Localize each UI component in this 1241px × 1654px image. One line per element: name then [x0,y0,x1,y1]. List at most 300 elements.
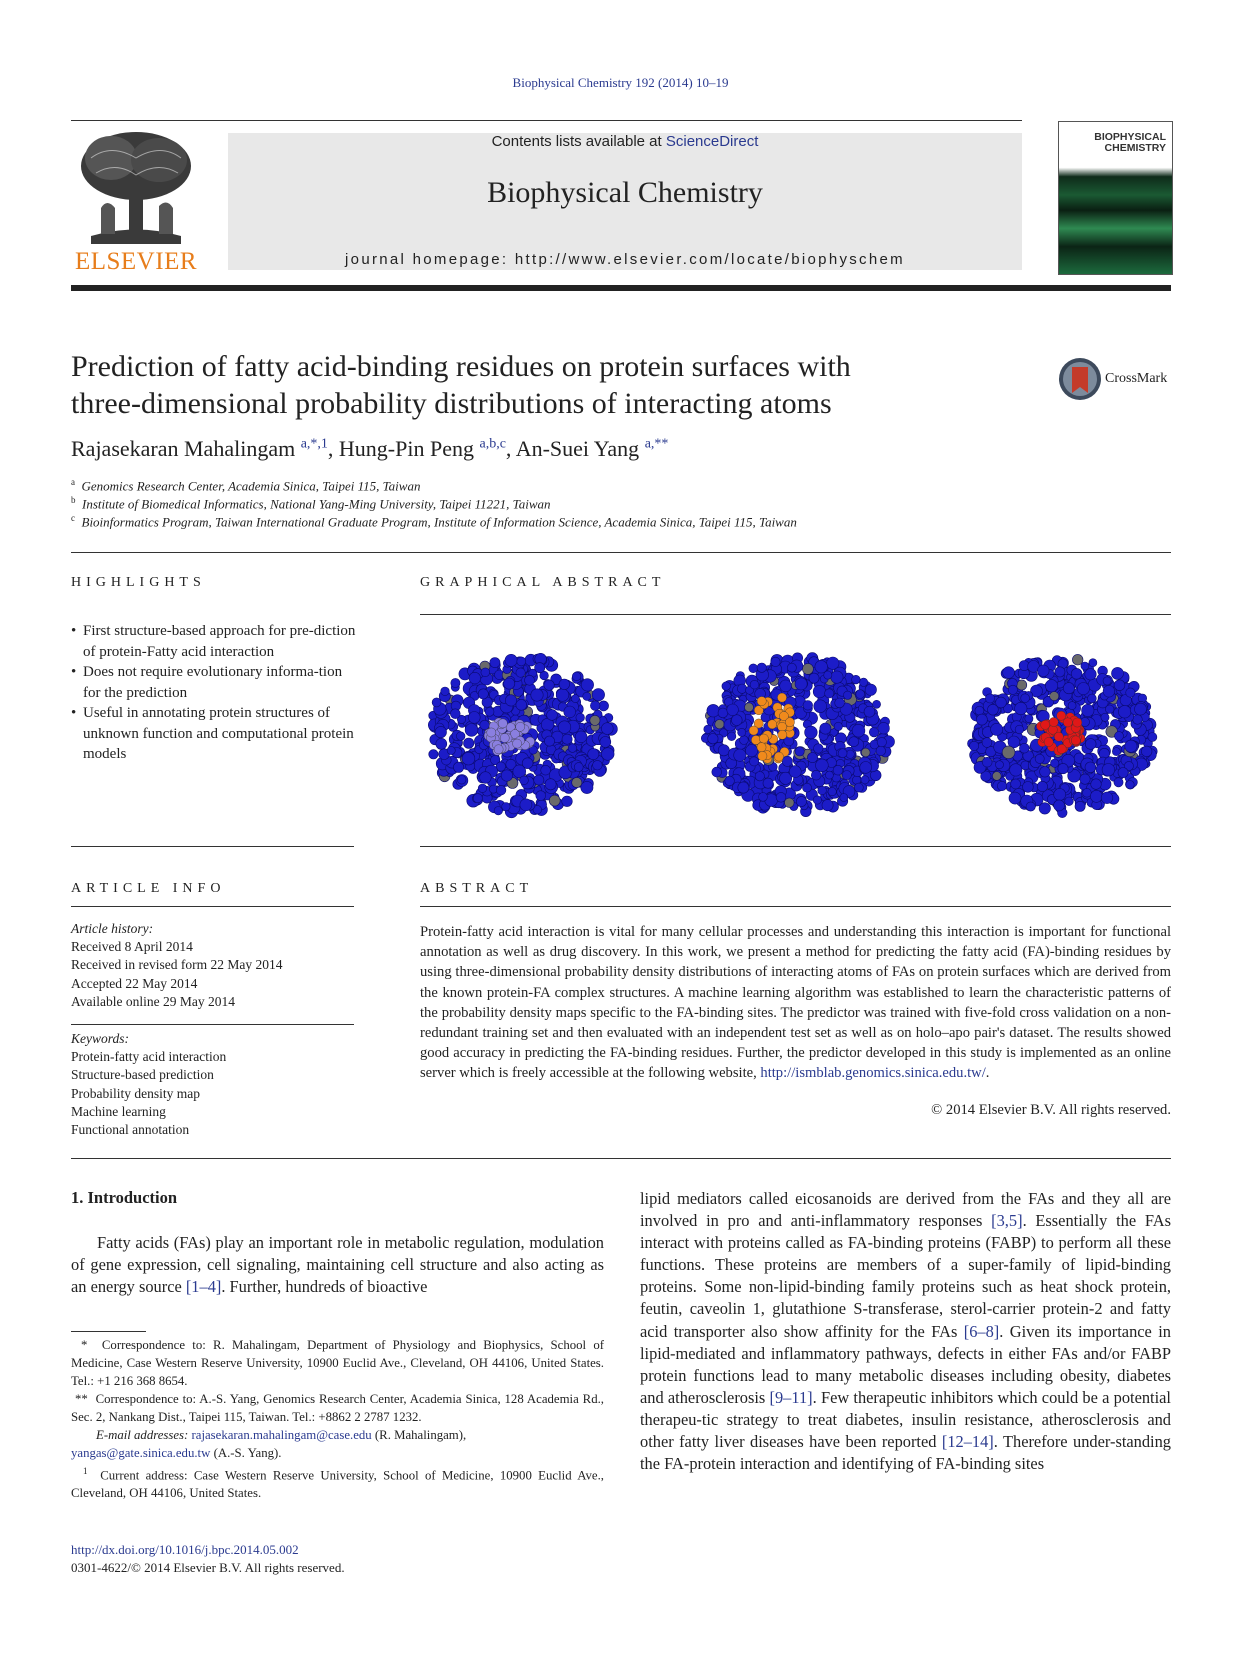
abstract-heading: ABSTRACT [420,881,534,896]
protein-atom [516,700,527,711]
protein-atom [745,703,754,712]
protein-atom [718,745,729,756]
keyword: Machine learning [71,1103,166,1119]
author-name[interactable]: Hung-Pin Peng [338,436,474,461]
protein-atom [562,796,573,807]
protein-atom [873,700,881,708]
protein-atom [1081,662,1089,670]
protein-atom [731,715,742,726]
protein-atom [1085,739,1096,750]
protein-atom [516,668,525,677]
protein-atom [864,706,875,717]
journal-name: Biophysical Chemistry [487,176,763,209]
protein-structure-image-1[interactable] [418,645,623,825]
protein-atom [451,678,460,687]
protein-atom [575,731,587,743]
protein-atom [1015,725,1024,734]
protein-atom [505,654,517,666]
article-info-rule [71,906,354,907]
protein-atom [436,738,447,749]
protein-atom [531,689,543,701]
protein-atom [727,704,739,716]
protein-atom [750,680,759,689]
protein-atom [1088,694,1097,703]
protein-atom [822,800,833,811]
highlight-item: • Useful in annotating protein structures of unknown function and computational protein models [71,703,361,765]
protein-atom [536,791,546,801]
protein-atom [453,762,463,772]
binding-site-atom [498,719,507,728]
protein-atom [828,787,836,795]
protein-atom [996,697,1007,708]
protein-atom [544,736,554,746]
protein-atom [982,757,992,767]
protein-atom [462,752,475,765]
binding-site-atom [1041,720,1050,729]
protein-atom [1023,782,1034,793]
header-top-rule [71,120,1022,121]
keyword: Protein-fatty acid interaction [71,1049,227,1065]
protein-atom [796,796,806,806]
affiliation: $^c$ Bioinformatics Program, Taiwan International Graduate Program, Institute of Information Science, Academia Sinica, Taipei 115, Taiwan [71,513,797,530]
protein-atom [571,695,579,703]
protein-atom [985,694,994,703]
protein-atom [876,746,886,756]
protein-atom [601,723,613,735]
author-affil-marks[interactable]: a,b,c [479,436,506,452]
protein-atom [861,776,869,784]
protein-atom [805,726,818,739]
protein-atom [1021,694,1030,703]
protein-atom [501,770,512,781]
protein-atom [755,772,764,781]
protein-atom [852,675,861,684]
header-thick-rule [71,285,1171,291]
section-divider [71,1158,1171,1159]
protein-atom [1148,733,1157,742]
protein-atom [738,782,749,793]
graphical-abstract-heading: GRAPHICAL ABSTRACT [420,575,666,590]
protein-atom [592,689,604,701]
protein-atom [1089,659,1097,667]
protein-atom [520,776,529,785]
protein-atom [860,762,872,774]
highlights-bottom-rule [71,846,354,847]
binding-site-atom [749,726,758,735]
protein-atom [1085,669,1096,680]
protein-atom [556,689,569,702]
protein-atom [535,663,545,673]
protein-atom [838,749,847,758]
protein-atom [1091,779,1102,790]
protein-atom [969,741,978,750]
protein-atom [1065,797,1074,806]
protein-atom [473,794,482,803]
protein-atom [1101,792,1113,804]
protein-atom [480,720,490,730]
protein-atom [708,734,718,744]
binding-site-atom [1063,718,1072,727]
binding-site-atom [1073,718,1082,727]
protein-atom [996,761,1004,769]
protein-atom [740,736,749,745]
protein-atom [722,682,731,691]
highlights-heading: HIGHLIGHTS [71,575,206,590]
protein-atom [1010,764,1022,776]
binding-site-atom [777,693,786,702]
protein-atom [840,794,848,802]
protein-atom [734,749,746,761]
protein-atom [776,792,786,802]
binding-site-atom [757,697,766,706]
protein-atom [982,738,992,748]
highlights-list [71,621,361,765]
protein-atom [789,766,801,778]
protein-atom [564,706,576,718]
protein-atom [447,746,455,754]
binding-site-atom [1071,736,1080,745]
issn-copyright: 0301-4622/© 2014 Elsevier B.V. All rights reserved. [71,1560,345,1575]
protein-atom [1058,763,1068,773]
binding-site-atom [785,718,794,727]
footnote-correspondence-1: * Correspondence to: R. Mahalingam, Department of Physiology and Biophysics, School of Medicine, Case Western Reserve University, 10900 Euclid Ave., Cleveland, OH 44106, United States. Tel.: +1 216 368 8654. [71,1338,604,1389]
protein-atom [852,724,865,737]
protein-atom [450,709,460,719]
binding-site-atom [1054,732,1063,741]
protein-atom [818,786,827,795]
protein-atom [785,798,795,808]
protein-atom [545,779,556,790]
author-name[interactable]: An-Suei Yang [515,436,640,461]
protein-atom [600,737,611,748]
protein-atom [811,770,821,780]
protein-atom [869,727,879,737]
protein-atom [1055,667,1065,677]
protein-atom [715,720,724,729]
protein-atom [534,775,544,785]
binding-site-atom [774,752,783,761]
binding-site-atom [1057,711,1066,720]
binding-site-atom [516,722,525,731]
protein-atom [803,701,813,711]
citation-link[interactable]: [12–14] [941,1432,994,1452]
elsevier-tree-icon [71,128,201,248]
footnote-correspondence-2: ** Correspondence to: A.-S. Yang, Genomics Research Center, Academia Sinica, 128 Academia Rd., Sec. 2, Nankang Dist., Taipei 115, Taiwan. Tel.: +8862 2 2787 1232. [71,1392,604,1425]
protein-atom [1082,704,1094,716]
protein-atom [814,744,824,754]
protein-atom [456,732,465,741]
protein-atom [481,668,490,677]
protein-atom [825,689,834,698]
protein-atom [727,732,736,741]
protein-atom [485,708,494,717]
author-name[interactable]: Rajasekaran Mahalingam [71,436,296,461]
binding-site-atom [758,751,767,760]
section-divider [71,552,1171,553]
protein-atom [807,753,817,763]
protein-atom [494,807,502,815]
protein-atom [435,726,446,737]
protein-atom [520,799,532,811]
journal-cover[interactable] [1058,121,1173,275]
protein-atom [991,723,1003,735]
binding-site-atom [1049,717,1058,726]
email-link[interactable]: rajasekaran.mahalingam@case.edu [191,1428,372,1442]
protein-atom [469,672,481,684]
protein-atom [795,678,807,690]
protein-atom [878,722,890,734]
protein-atom [525,675,535,685]
protein-atom [1039,803,1050,814]
protein-atom [1045,680,1057,692]
citation-link[interactable]: [6–8] [963,1321,1000,1341]
crossmark-button[interactable] [1058,355,1178,403]
protein-atom [831,671,843,683]
protein-atom [1051,759,1059,767]
protein-atom [590,715,600,725]
protein-atom [759,793,768,802]
binding-site-atom [1057,744,1066,753]
protein-atom [1125,740,1137,752]
protein-atom [504,678,515,689]
protein-atom [505,695,516,706]
protein-atom [581,679,593,691]
protein-atom [568,744,577,753]
protein-atom [1068,702,1076,710]
footnote-rule [71,1331,146,1332]
protein-atom [1112,748,1120,756]
doi-link[interactable]: http://dx.doi.org/10.1016/j.bpc.2014.05.002 [71,1542,299,1557]
protein-atom [877,737,886,746]
protein-atom [1040,767,1051,778]
article-history: Article history: Received 8 April 2014 Received in revised form 22 May 2014 Accepted 22 May 2014 Available online 29 May 2014 [71,921,283,1009]
protein-atom [544,680,554,690]
footnote-current-address: $^1$ Current address: Case Western Reserve University, School of Medicine, 10900 Euclid Ave., Cleveland, OH 44106, United States. [71,1466,604,1501]
protein-atom [1118,705,1131,718]
keyword: Structure-based prediction [71,1067,214,1083]
protein-atom [574,763,583,772]
protein-structure-image-2[interactable] [695,645,900,825]
elsevier-logo[interactable] [71,128,201,276]
protein-atom [549,795,560,806]
protein-atom [795,747,804,756]
protein-atom [976,714,987,725]
protein-atom [1003,667,1015,679]
abstract-text: Protein-fatty acid interaction is vital for many cellular processes and understanding this interaction is important for functional annotation as well as drug discovery. In this work, we present a method for predicting the fatty acid (FA)-binding residues by using three-dimensional probability density distributions of interacting atoms of FAs on protein surfaces which are derived from the known protein-FA complex structures. A machine learning algorithm was established to learn the characteristic patterns of the probability density maps specific to the FA-binding sites. The predictor was trained with five-fold cross validation on a non-redundant training set and then evaluated with an independent test set as well as on holo–apo pair's dataset. The results showed good accuracy in predicting the FA-binding residues. Further, the predictor developed in this study is implemented as an online server which is freely accessible at the following website, http://ismblab.genomics.sinica.edu.tw/. [420,924,1171,1082]
protein-atom [496,785,506,795]
protein-atom [1054,800,1065,811]
protein-atom [813,796,821,804]
protein-atom [854,783,863,792]
highlight-item: • First structure-based approach for pre-diction of protein-Fatty acid interaction [71,621,361,662]
protein-atom [1080,774,1090,784]
cover-title: BIOPHYSICAL CHEMISTRY [1094,131,1166,154]
binding-site-atom [1044,737,1053,746]
protein-atom [816,759,829,772]
author-affil-marks[interactable]: a,*,1 [300,436,328,452]
protein-atom [593,760,603,770]
protein-atom [429,750,438,759]
binding-site-atom [500,733,509,742]
author-list: Rajasekaran Mahalingam $^{a,*,1}$, Hung-Pin Peng $^{a,b,c}$, An-Suei Yang $^{a,**}$ [71,436,669,461]
graphical-abstract-rule [420,614,1171,615]
protein-atom [1105,705,1114,714]
protein-atom [1054,789,1066,801]
protein-structure-image-3[interactable] [960,645,1165,825]
author-affil-marks[interactable]: a,** [644,436,669,452]
protein-atom [833,765,843,775]
introduction-right-column: lipid mediators called eicosanoids are derived from the FAs and they all are involved in pro and anti-inflammatory responses [3,5]. Essentially the FAs interact with proteins called as FA-binding proteins (FABP) to perform all these functions. These proteins are members of a super-family of lipid-binding proteins. Some non-lipid-binding family proteins such as heat shock protein, feutin, caveolin 1, glutathione S-transferase, sterol-carrier protein-2 and fatty acid transporter also show affinity for the FAs [6–8]. Given its importance in lipid-mediated and inflammatory pathways, defects in either FAs and/or FABP protein functions lead to many metabolic diseases including obesity, diabetes and atherosclerosis [9–11]. Few therapeutic inhibitors which could be a potential therapeu-tic strategy to treat diabetes, insulin resistance, atherosclerosis and other fatty liver diseases have been reported [12–14]. Therefore under-standing the FA-protein interaction and identifying of FA-binding sites [640,1189,1171,1474]
protein-atom [842,771,851,780]
protein-atom [834,722,842,730]
protein-atom [1112,667,1124,679]
journal-reference[interactable]: Biophysical Chemistry 192 (2014) 10–19 [512,75,729,90]
footnote-emails: E-mail addresses: rajasekaran.mahalingam@case.edu (R. Mahalingam), yangas@gate.sinica.edu.tw (A.-S. Yang). [71,1428,467,1461]
protein-atom [835,698,845,708]
citation-link[interactable]: [3,5] [991,1211,1023,1231]
protein-atom [1063,683,1074,694]
protein-atom [1072,654,1083,665]
protein-atom [1075,801,1085,811]
protein-atom [843,691,851,699]
protein-atom [763,778,773,788]
protein-atom [1035,754,1044,763]
binding-site-atom [494,745,503,754]
protein-atom [590,701,600,711]
protein-atom [809,673,819,683]
protein-atom [1002,746,1015,759]
binding-site-atom [757,743,766,752]
protein-atom [771,657,780,666]
protein-atom [1103,686,1115,698]
keyword: Probability density map [71,1085,200,1101]
protein-atom [856,690,865,699]
protein-atom [1141,746,1152,757]
protein-atom [588,749,599,760]
protein-atom [572,672,581,681]
protein-atom [522,758,533,769]
contents-line: Contents lists available at ScienceDirect [491,133,759,150]
protein-atom [718,708,728,718]
highlight-item: • Does not require evolutionary informa-tion for the prediction [71,662,361,703]
protein-atom [1118,768,1128,778]
protein-atom [1008,685,1017,694]
binding-site-atom [513,739,522,748]
protein-atom [1077,683,1089,695]
protein-atom [1085,762,1096,773]
introduction-heading: 1. Introduction [71,1188,178,1207]
protein-atom [1009,792,1021,804]
protein-atom [490,658,500,668]
protein-atom [1037,781,1047,791]
email-link[interactable]: yangas@gate.sinica.edu.tw [71,1446,211,1461]
protein-atom [441,687,450,696]
protein-atom [464,738,474,748]
protein-atom [861,748,870,757]
protein-atom [581,781,593,793]
protein-atom [1126,688,1135,697]
protein-atom [707,704,720,717]
binding-site-atom [759,734,768,743]
protein-atom [737,684,746,693]
citation-link[interactable]: [1–4] [185,1277,222,1296]
protein-atom [820,723,831,734]
protein-atom [746,745,758,757]
protein-atom [559,679,570,690]
affiliation: $^b$ Institute of Biomedical Informatics, National Yang-Ming University, Taipei 11221, Taiwan [71,495,551,512]
keywords: Keywords: Protein-fatty acid interaction Structure-based prediction Probability density map Machine learning Functional annotation [71,1030,226,1139]
protein-atom [1102,764,1115,777]
protein-atom [865,684,876,695]
protein-atom [457,776,466,785]
protein-atom [802,663,813,674]
protein-atom [1101,713,1109,721]
server-url-link[interactable]: http://ismblab.genomics.sinica.edu.tw/ [760,1065,986,1082]
citation-link[interactable]: [9–11] [769,1387,813,1407]
protein-atom [547,710,558,721]
protein-atom [562,734,572,744]
protein-atom [1025,715,1033,723]
protein-atom [478,689,488,699]
graphical-abstract-bottom-rule [420,846,1171,847]
protein-atom [824,671,832,679]
keywords-rule [71,1024,354,1025]
protein-atom [1115,732,1124,741]
protein-atom [1135,703,1147,715]
journal-homepage[interactable]: journal homepage: http://www.elsevier.com/locate/biophyschem [345,251,905,268]
affiliation: $^a$ Genomics Research Center, Academia Sinica, Taipei 115, Taiwan [71,477,421,494]
protein-atom [757,663,766,672]
protein-atom [1083,788,1092,797]
protein-atom [787,663,796,672]
binding-site-atom [778,730,787,739]
keyword: Functional annotation [71,1122,190,1138]
protein-atom [432,698,441,707]
article-title: Prediction of fatty acid-binding residues on protein surfaces with three-dimensional probability distributions of interacting atoms [71,350,851,420]
protein-atom [1026,802,1035,811]
protein-atom [825,771,833,779]
protein-atom [738,728,746,736]
protein-atom [576,713,585,722]
elsevier-wordmark: ELSEVIER [74,248,198,275]
protein-atom [704,725,712,733]
sciencedirect-link[interactable]: ScienceDirect [665,133,759,150]
protein-atom [749,664,758,673]
introduction-left-column: Fatty acids (FAs) play an important role in metabolic regulation, modulation of gene expression, cell signaling, maintaining cell structure and also acting as an energy source [1–4]. Further, hundreds of bioactive [71,1233,604,1296]
abstract-copyright: © 2014 Elsevier B.V. All rights reserved. [931,1102,1171,1118]
protein-atom [1038,665,1050,677]
crossmark-label: CrossMark [1105,371,1168,386]
protein-atom [813,685,826,698]
protein-atom [1114,778,1123,787]
binding-site-atom [768,720,777,729]
protein-atom [997,781,1006,790]
protein-atom [517,657,526,666]
protein-atom [1138,694,1147,703]
protein-atom [1090,790,1102,802]
protein-atom [814,700,827,713]
protein-atom [849,737,859,747]
protein-atom [583,692,591,700]
protein-atom [465,724,478,737]
protein-atom [782,756,792,766]
article-info-heading: ARTICLE INFO [71,881,226,896]
protein-atom [1114,680,1125,691]
protein-atom [859,678,867,686]
protein-atom [803,783,812,792]
protein-atom [1126,781,1134,789]
protein-atom [815,660,828,673]
